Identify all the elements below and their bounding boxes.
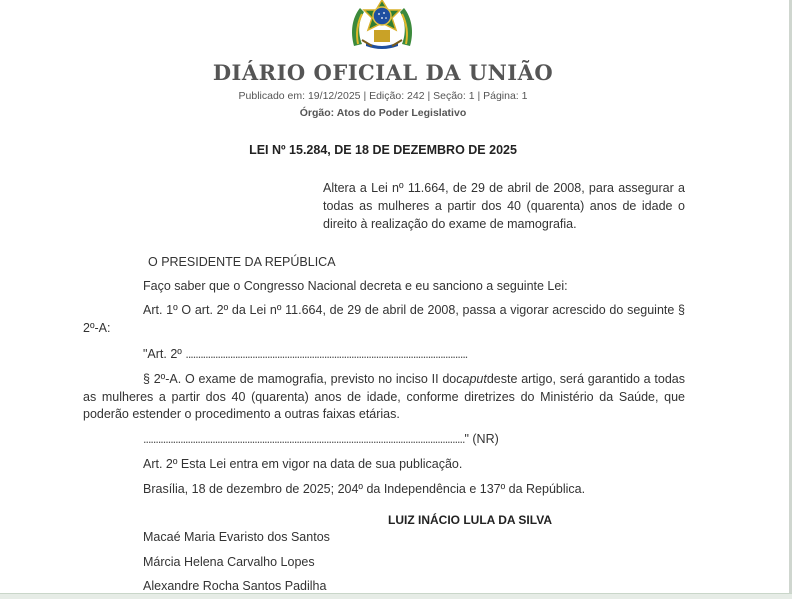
article-1-paragraph: Art. 1º O art. 2º da Lei nº 11.664, de 29 de abril de 2008, passa a vigorar acrescido do seguinte § 2º-A: xyxy=(83,303,685,335)
dotted-leader-2: .................................................................................................................................. xyxy=(143,432,465,446)
nr-line xyxy=(143,431,499,449)
journal-title: DIÁRIO OFICIAL DA UNIÃO xyxy=(212,60,554,85)
signatory-2: Márcia Helena Carvalho Lopes xyxy=(143,555,315,569)
quoted-article-line xyxy=(143,346,467,364)
nr-label: " (NR) xyxy=(464,432,499,446)
article-2-paragraph: Art. 2º Esta Lei entra em vigor na data de sua publicação. xyxy=(143,457,463,471)
paragraph-2a xyxy=(83,371,685,424)
president-heading: O PRESIDENTE DA REPÚBLICA xyxy=(148,255,336,269)
signatory-3: Alexandre Rocha Santos Padilha xyxy=(143,579,327,593)
caput-term: caput xyxy=(456,372,487,386)
signatory-1: Macaé Maria Evaristo dos Santos xyxy=(143,530,330,544)
paragraph-2a-end: deste artigo, será garantido a todas as mulheres a partir dos 40 (quarenta) anos de idade, conforme diretrizes do Ministério da Saúde, que poderão estender o procedimento a outras faixas etárias. xyxy=(83,372,685,421)
ementa: Altera a Lei nº 11.664, de 29 de abril de 2008, para assegurar a todas as mulheres a partir dos 40 (quarenta) anos de idade o direito à realização do exame de mamografia. xyxy=(323,181,685,231)
bottom-border xyxy=(0,593,792,599)
dotted-leader: .................................................................................................................. xyxy=(185,347,468,361)
president-signature: LUIZ INÁCIO LULA DA SILVA xyxy=(388,513,552,527)
enactment-paragraph: Faço saber que o Congresso Nacional decreta e eu sanciono a seguinte Lei: xyxy=(143,279,568,293)
organ-label: Órgão: Atos do Poder Legislativo xyxy=(299,107,467,119)
quoted-article-label: "Art. 2º xyxy=(143,347,182,361)
publication-meta: Publicado em: 19/12/2025 | Edição: 242 | Seção: 1 | Página: 1 xyxy=(238,90,528,102)
place-date: Brasília, 18 de dezembro de 2025; 204º da Independência e 137º da República. xyxy=(143,482,586,496)
coat-of-arms-icon xyxy=(348,0,416,50)
act-title: LEI Nº 15.284, DE 18 DE DEZEMBRO DE 2025 xyxy=(249,143,517,157)
paragraph-2a-start: § 2º-A. O exame de mamografia, previsto no inciso II do xyxy=(143,372,457,386)
